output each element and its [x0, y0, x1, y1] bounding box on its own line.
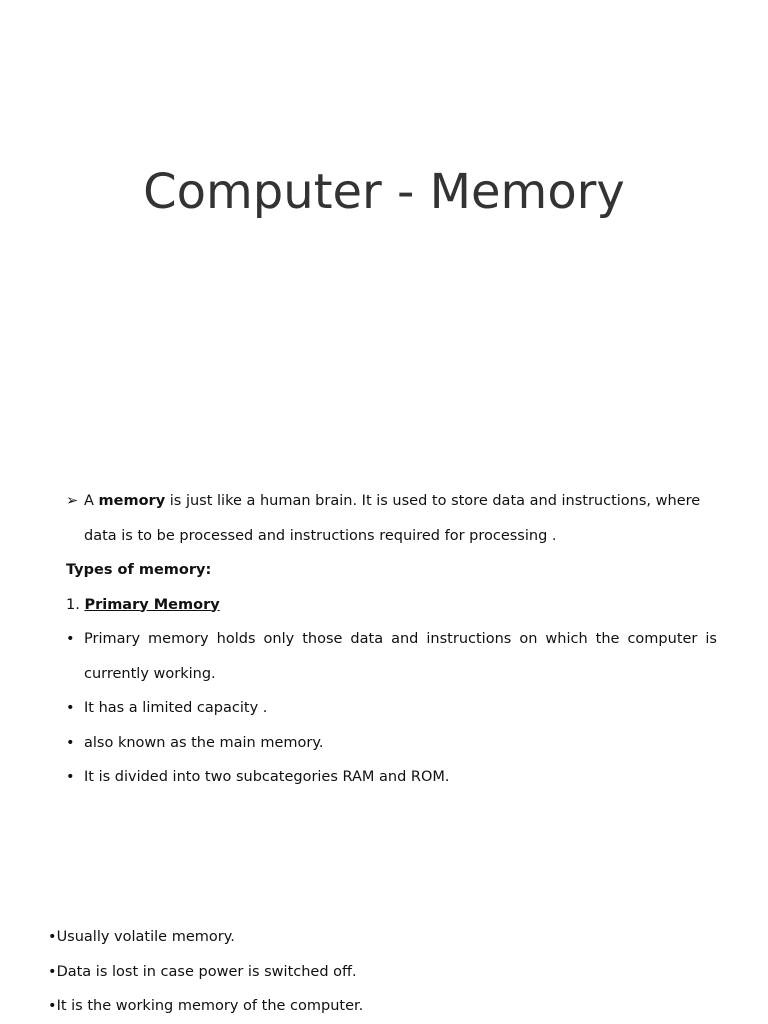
page-title: Computer - Memory: [143, 164, 625, 220]
footer-point: [48, 989, 748, 1024]
arrow-bullet-icon: ➢: [66, 493, 79, 509]
section-label: Primary Memory: [84, 596, 220, 613]
footer-point: [48, 955, 748, 990]
footer-point-text: It is the working memory of the computer.: [56, 998, 364, 1014]
bullet-icon: •: [66, 769, 75, 785]
bullet-icon: •: [48, 963, 57, 980]
footer-point-text: Data is lost in case power is switched off.: [56, 963, 357, 980]
list-item: [66, 691, 717, 726]
list-item: [66, 726, 717, 761]
list-item: [66, 760, 717, 795]
bullet-icon: •: [66, 734, 75, 751]
list-item-text: It is divided into two subcategories RAM and ROM.: [84, 769, 450, 785]
list-item: [66, 622, 717, 691]
intro-prefix: A: [84, 493, 99, 509]
intro-text: is just like a human brain. It is used to store data and instructions, where data is to be processed and instructions required for processing .: [84, 493, 701, 544]
list-item-text: Primary memory holds only those data and instructions on which the computer is currently working.: [84, 631, 717, 682]
footer-points: [48, 920, 748, 1024]
bullet-icon: •: [66, 700, 75, 716]
list-item-text: It has a limited capacity .: [84, 700, 268, 716]
content-body: [66, 484, 717, 795]
intro-paragraph: [66, 484, 717, 553]
section-number: 1.: [66, 596, 85, 613]
bullet-icon: •: [66, 631, 75, 647]
footer-point: [48, 920, 748, 955]
bullet-icon: •: [48, 929, 57, 945]
section-heading-primary: [66, 588, 717, 623]
bullet-icon: •: [48, 998, 57, 1014]
intro-bold-term: memory: [98, 493, 166, 509]
types-heading: Types of memory:: [66, 562, 212, 578]
list-item-text: also known as the main memory.: [84, 734, 324, 751]
footer-point-text: Usually volatile memory.: [56, 929, 235, 945]
